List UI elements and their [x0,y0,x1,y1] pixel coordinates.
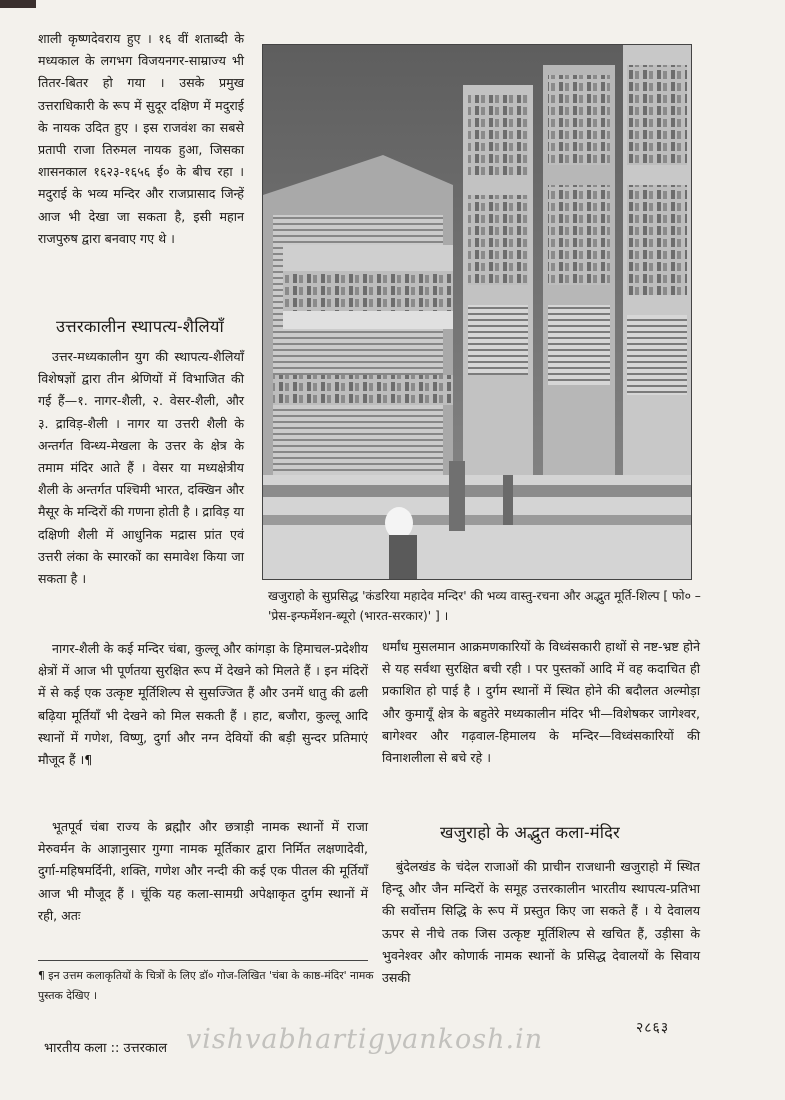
temple-photo [262,44,692,580]
right-paragraph: धर्मांध मुसलमान आक्रमणकारियों के विध्वंसकारी हाथों से नष्ट-भ्रष्ट होने से यह सर्वथा सुरक्षित बची रही । पर पुस्तकों आदि में वह कदाचित ही प्रकाशित हो पाई है । दुर्गम स्थानों में स्थित होने की बदौलत अल्मोड़ा और कुमायूँ क्षेत्र के बहुतेरे मध्यकालीन मंदिर भी—विशेषकर जागेश्वर, बागेश्वर और गढ़वाल-हिमालय के मन्दिर—विध्वंसकारियों की विनाशलीला से बचे रहे । [382,639,700,766]
section-heading-styles: उत्तरकालीन स्थापत्य-शैलियाँ [56,317,224,336]
nagar-paragraph: नागर-शैली के कई मन्दिर चंबा, कुल्लू और कांगड़ा के हिमाचल-प्रदेशीय क्षेत्रों में आज भी पूर्णतया सुरक्षित रूप में देखने को मिलते हैं । इन मंदिरों में से कई एक उत्कृष्ट मूर्तिशिल्प से सुसज्जित हैं और उनमें धातु की ढली बढ़िया मूर्तियाँ भी देखने को मिल सकती हैं । हाट, बजौरा, कुल्लू आदि स्थानों में गणेश, विष्णु, दुर्गा और नग्न देवियों की बड़ी सुन्दर प्रतिमाएं मौजूद हैं ।¶ [38,641,368,768]
footnote: ¶ इन उत्तम कलाकृतियों के चित्रों के लिए डॉ० गोज-लिखित 'चंबा के काष्ठ-मंदिर' नामक पुस्तक देखिए । [38,969,374,1002]
khajuraho-paragraph: बुंदेलखंड के चंदेल राजाओं की प्राचीन राजधानी खजुराहो में स्थित हिन्दू और जैन मन्दिरों के समूह उत्तरकालीन भारतीय स्थापत्य-प्रतिभा की सर्वोत्तम सिद्धि के रूप में प्रस्तुत किए जा सकते हैं । ये देवालय ऊपर से नीचे तक जिस उत्कृष्ट मूर्तिशिल्प से खचित हैं, उड़ीसा के भुवनेश्वर और कोणार्क नामक स्थानों के प्रसिद्ध देवालयों के सिवाय उसकी [382,859,700,986]
page-number: २८६३ [636,1020,670,1036]
section-heading-khajuraho: खजुराहो के अद्भुत कला-मंदिर [440,823,620,842]
photo-caption: खजुराहो के सुप्रसिद्ध 'कंडरिया महादेव मन्दिर' की भव्य वास्तु-रचना और अद्भुत मूर्ति-शिल्प [ फो० – 'प्रेस-इन्फर्मेशन-ब्यूरो (भारत-सरकार)' ] । [268,589,701,623]
watermark: vishvabhartigyankosh.in [186,1024,544,1055]
intro-paragraph: शाली कृष्णदेवराय हुए । १६ वीं शताब्दी के मध्यकाल के लगभग विजयनगर-साम्राज्य भी तितर-बितर हो गया । उसके प्रमुख उत्तराधिकारी के रूप में सुदूर दक्षिण में मदुराई के नायक उदित हुए । इस राजवंश का सबसे प्रतापी राजा तिरुमल नायक हुआ, जिसका शासनकाल १६२३-१६५६ ई० के बीच रहा । मदुराई के भव्य मन्दिर और राजप्रासाद जिन्हें आज भी देखा जा सकता है, इसी महान राजपुरुष द्वारा बनवाए गए थे । [38,31,244,246]
running-footer: भारतीय कला :: उत्तरकाल [44,1041,168,1056]
corner-mark [0,0,36,8]
footnote-rule [38,960,368,961]
styles-paragraph: उत्तर-मध्यकालीन युग की स्थापत्य-शैलियाँ विशेषज्ञों द्वारा तीन श्रेणियों में विभाजित की गई हैं—१. नागर-शैली, २. वेसर-शैली, और ३. द्राविड़-शैली । नागर या उत्तरी शैली के अन्तर्गत विन्ध्य-मेखला के उत्तर के क्षेत्र के तमाम मंदिर आते हैं । वेसर या मध्यक्षेत्रीय शैली के अन्तर्गत पश्चिमी भारत, दक्खिन और मैसूर के मन्दिरों की गणना होती है । द्राविड़ या दक्षिणी शैली में आधुनिक मद्रास प्रांत एवं उत्तरी लंका के स्मारकों का समावेश किया जा सकता है । [38,349,244,587]
chamba-paragraph: भूतपूर्व चंबा राज्य के ब्रह्मौर और छत्राड़ी नामक स्थानों में राजा मेरुवर्मन के आज्ञानुसार गुग्गा नामक मूर्तिकार द्वारा निर्मित लक्षणादेवी, दुर्गा-महिषमर्दिनी, शक्ति, गणेश और नन्दी की कई एक पीतल की मूर्तियाँ आज भी मौजूद हैं । चूंकि यह कला-सामग्री अपेक्षाकृत दुर्गम स्थानों में रही, अतः [38,819,368,923]
